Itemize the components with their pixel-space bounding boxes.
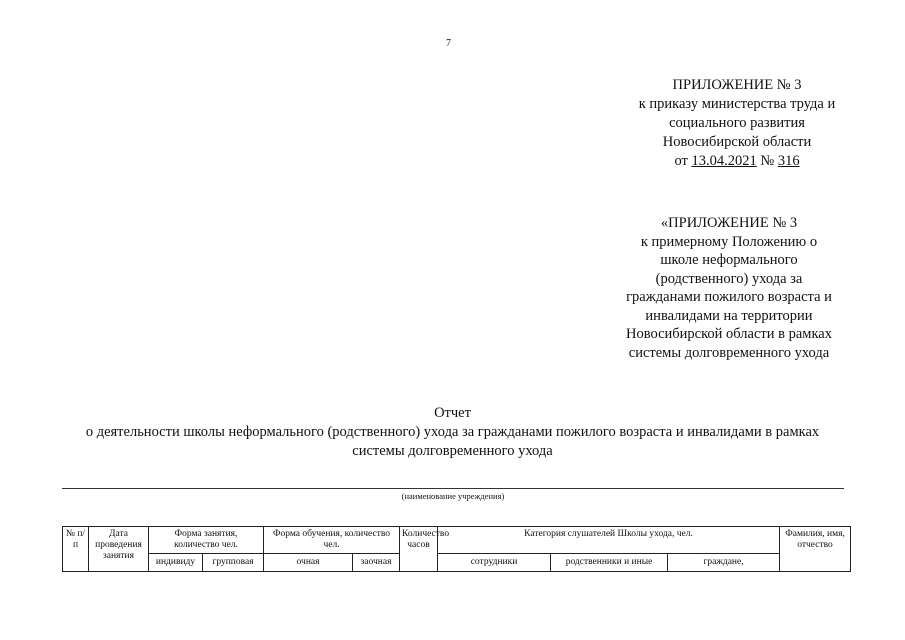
appendix-regulation-line: Новосибирской области в рамках <box>626 326 832 342</box>
header-hours: Количество часов <box>400 527 438 572</box>
subheader-relatives: родственники и иные <box>551 554 668 572</box>
report-heading <box>0 404 905 461</box>
appendix-regulation-line: инвалидами на территории <box>645 307 813 324</box>
subheader-parttime: заочная <box>353 554 400 572</box>
order-date: 13.04.2021 <box>691 153 757 169</box>
header-num: № п/п <box>63 527 89 572</box>
header-name: Фамилия, имя, отчество <box>780 527 851 572</box>
report-title: Отчет <box>434 405 471 421</box>
header-date: Дата проведения занятия <box>89 527 149 572</box>
appendix-regulation-line: (родственного) ухода за <box>655 270 803 287</box>
subheader-employees: сотрудники <box>438 554 551 572</box>
subheader-fulltime: очная <box>264 554 353 572</box>
header-form-study: Форма обучения, количество чел. <box>264 527 400 554</box>
date-prefix: от <box>674 153 688 169</box>
table-subheader-row <box>63 554 851 572</box>
subheader-individual: индивиду <box>149 554 203 572</box>
report-subtitle-line: о деятельности школы неформального (родственного) ухода за гражданами пожилого возраста и инвалидами в рамках <box>85 424 820 440</box>
appendix-regulation-line: системы долговременного ухода <box>628 344 830 361</box>
appendix-order-line: Новосибирской области <box>662 134 812 150</box>
subheader-citizens: граждане, <box>668 554 780 572</box>
institution-name-line <box>62 488 844 489</box>
table-header-row <box>63 527 851 554</box>
appendix-regulation-line: к примерному Положению о <box>640 233 818 250</box>
header-category: Категория слушателей Школы ухода, чел. <box>438 527 780 554</box>
appendix-regulation-line: гражданами пожилого возраста и <box>626 289 832 305</box>
appendix-regulation-title: «ПРИЛОЖЕНИЕ № 3 <box>660 215 798 231</box>
appendix-order-line: социального развития <box>669 115 805 131</box>
header-form-class: Форма занятия, количество чел. <box>149 527 264 554</box>
appendix-regulation-block <box>609 214 849 362</box>
institution-caption: (наименование учреждения) <box>401 491 505 501</box>
appendix-regulation-line: школе неформального <box>660 252 798 268</box>
page-number: 7 <box>446 38 451 49</box>
report-subtitle-line: системы долговременного ухода <box>352 443 553 459</box>
appendix-order-block <box>627 76 847 171</box>
order-number: 316 <box>777 153 800 169</box>
appendix-order-date-line <box>627 152 847 171</box>
report-table <box>62 526 851 572</box>
subheader-group: групповая <box>203 554 264 572</box>
number-prefix: № <box>760 153 775 169</box>
appendix-order-line: к приказу министерства труда и <box>638 96 836 112</box>
appendix-order-title: ПРИЛОЖЕНИЕ № 3 <box>672 77 802 93</box>
